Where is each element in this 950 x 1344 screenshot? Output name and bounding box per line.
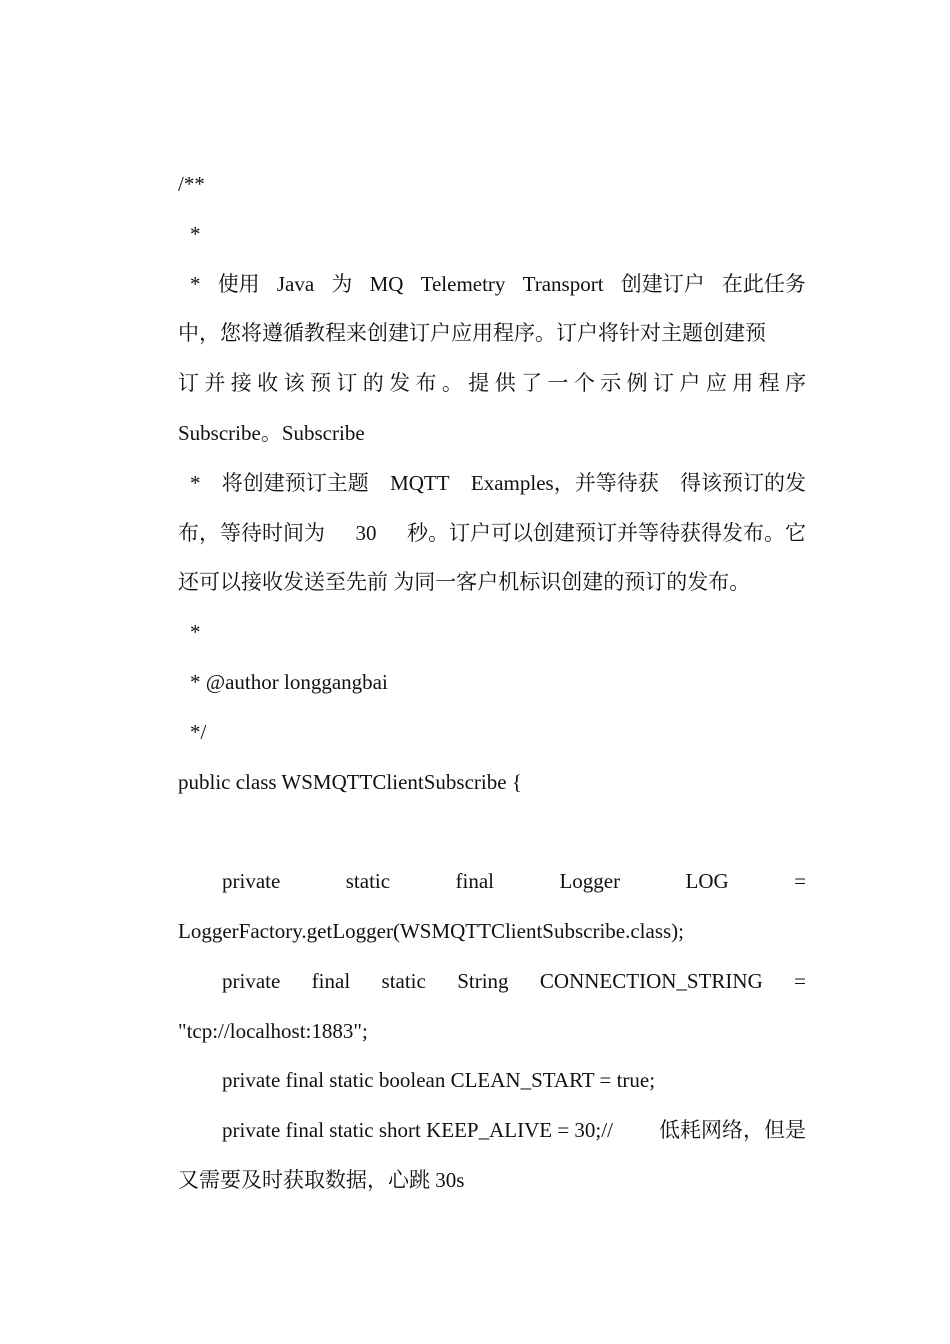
text-token: LOG [685, 869, 729, 894]
para2-line1 [178, 459, 806, 509]
text-token: = [794, 968, 806, 993]
text-token: 低耗网络，但是 [659, 1118, 806, 1143]
text-token: 了 [521, 371, 543, 396]
text-token: final [455, 869, 494, 894]
text-token: MQTT [390, 470, 450, 495]
text-token: final [311, 968, 351, 993]
text-token: 应 [705, 371, 727, 396]
comment-open: /** [178, 172, 205, 196]
text-token: 将创建预订主题 [221, 470, 369, 495]
comment-close: */ [190, 719, 207, 744]
text-token: CONNECTION_STRING [539, 968, 763, 993]
code-clean-start: private final static boolean CLEAN_START = true; [222, 1068, 656, 1093]
code-keep-alive-continuation: 又需要及时获取数据，心跳 30s [178, 1167, 465, 1192]
text-token: 预 [309, 371, 331, 396]
text-token: private [222, 968, 281, 993]
para2-line2 [178, 509, 806, 559]
text-token: 布 [415, 371, 437, 396]
code-connection-continuation: "tcp://localhost:1883"; [178, 1018, 368, 1043]
document-body [178, 160, 806, 1206]
text-token: Logger [559, 869, 621, 894]
text-token: 示 [600, 371, 622, 396]
para1-line1 [178, 260, 806, 310]
text-token: 。 [441, 371, 463, 396]
para2-line3: 还可以接收发送至先前 为同一客户机标识创建的预订的发布。 [178, 570, 751, 595]
text-token: 得该预订的发 [680, 470, 806, 495]
text-token: private [222, 869, 281, 894]
text-token: 该 [283, 371, 305, 396]
text-token: Java [276, 271, 315, 296]
text-token: 个 [573, 371, 595, 396]
text-token: 使用 [217, 271, 260, 296]
text-token: 订 [336, 371, 358, 396]
text-token: 的 [362, 371, 384, 396]
text-token: * [190, 470, 201, 495]
text-token: 提 [468, 371, 490, 396]
text-token: static [381, 968, 426, 993]
blank-line [178, 807, 806, 857]
text-token: 一 [547, 371, 569, 396]
text-token: 秒。订户可以创建预订并等待获得发布。它 [407, 520, 806, 545]
text-token: static [345, 869, 391, 894]
text-token: Transport [522, 271, 604, 296]
code-connection-declaration [178, 957, 806, 1007]
text-token: Examples，并等待获 [470, 470, 659, 495]
text-token: 订 [653, 371, 675, 396]
text-token: 发 [389, 371, 411, 396]
text-token: * [190, 271, 201, 296]
para1-line3 [178, 359, 806, 409]
text-token: 收 [257, 371, 279, 396]
para1-line2: 中，您将遵循教程来创建订户应用程序。订户将针对主题创建预 [178, 321, 766, 346]
code-log-declaration [178, 857, 806, 907]
text-token: 在此任务 [721, 271, 806, 296]
text-token: 户 [679, 371, 701, 396]
text-token: Telemetry [420, 271, 506, 296]
comment-star-line: * [190, 221, 201, 246]
text-token: private final static short KEEP_ALIVE = 30;// [222, 1118, 613, 1143]
code-log-continuation: LoggerFactory.getLogger(WSMQTTClientSubscribe.class); [178, 918, 685, 943]
text-token: 创建订户 [620, 271, 705, 296]
para1-line4: Subscribe。Subscribe [178, 420, 365, 445]
text-token: 程 [758, 371, 780, 396]
text-token: = [794, 869, 806, 894]
author-line: * @author longgangbai [190, 669, 388, 694]
text-token: 用 [732, 371, 754, 396]
text-token: 布，等待时间为 [178, 520, 325, 545]
comment-star-line-2: * [190, 620, 201, 645]
text-token: 30 [355, 520, 377, 545]
text-token: 序 [784, 371, 806, 396]
text-token: String [457, 968, 509, 993]
text-token: 接 [230, 371, 252, 396]
text-token: 供 [494, 371, 516, 396]
text-token: 并 [204, 371, 226, 396]
text-token: 为 [331, 271, 353, 296]
text-token: 订 [178, 371, 199, 396]
text-token: MQ [369, 271, 404, 296]
code-keep-alive [178, 1106, 806, 1156]
class-declaration: public class WSMQTTClientSubscribe { [178, 769, 522, 794]
text-token: 例 [626, 371, 648, 396]
